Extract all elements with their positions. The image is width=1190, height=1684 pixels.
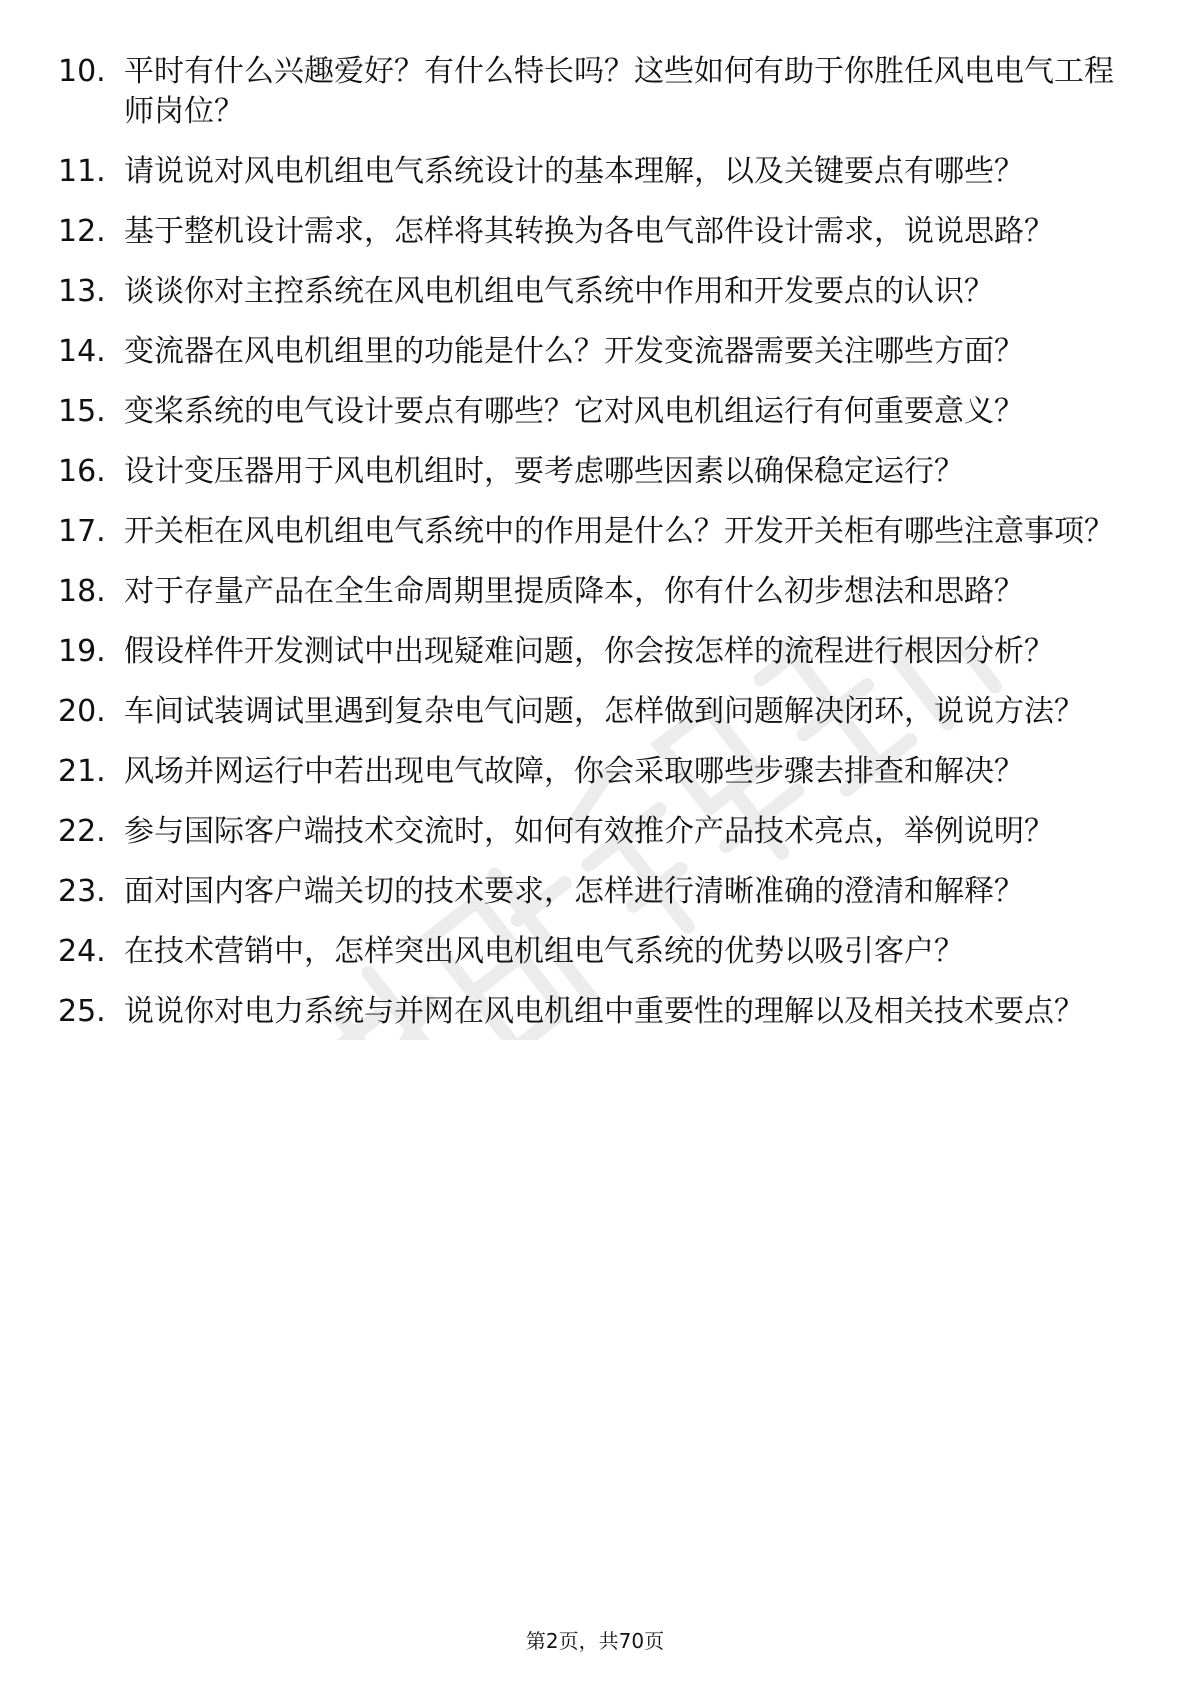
question-item	[58, 512, 1118, 552]
question-text: 开关柜在风电机组电气系统中的作用是什么？开发开关柜有哪些注意事项？	[124, 514, 1114, 549]
question-item	[58, 392, 1118, 432]
question-number: 16.	[58, 454, 106, 489]
question-text: 请说说对风电机组电气系统设计的基本理解，以及关键要点有哪些？	[124, 154, 1024, 189]
question-text: 风场并网运行中若出现电气故障，你会采取哪些步骤去排查和解决？	[124, 754, 1024, 789]
question-text: 参与国际客户端技术交流时，如何有效推介产品技术亮点，举例说明？	[124, 814, 1054, 849]
question-number: 12.	[58, 214, 106, 249]
question-text: 设计变压器用于风电机组时，要考虑哪些因素以确保稳定运行？	[124, 454, 964, 489]
question-item	[58, 692, 1118, 732]
question-item	[58, 992, 1118, 1032]
question-text: 假设样件开发测试中出现疑难问题，你会按怎样的流程进行根因分析？	[124, 634, 1054, 669]
page-footer	[0, 1628, 1190, 1654]
question-number: 23.	[58, 874, 106, 909]
question-number: 14.	[58, 334, 106, 369]
question-number: 21.	[58, 754, 106, 789]
question-number: 19.	[58, 634, 106, 669]
question-text: 车间试装调试里遇到复杂电气问题，怎样做到问题解决闭环，说说方法？	[124, 694, 1084, 729]
question-list	[58, 52, 1118, 1052]
question-number: 18.	[58, 574, 106, 609]
question-number: 17.	[58, 514, 106, 549]
question-number: 24.	[58, 934, 106, 969]
question-number: 22.	[58, 814, 106, 849]
question-item	[58, 452, 1118, 492]
question-item	[58, 272, 1118, 312]
question-text: 变流器在风电机组里的功能是什么？开发变流器需要关注哪些方面？	[124, 334, 1024, 369]
question-number: 15.	[58, 394, 106, 429]
question-item	[58, 752, 1118, 792]
question-text: 面对国内客户端关切的技术要求，怎样进行清晰准确的澄清和解释？	[124, 874, 1024, 909]
question-text: 说说你对电力系统与并网在风电机组中重要性的理解以及相关技术要点？	[124, 994, 1084, 1029]
question-text: 平时有什么兴趣爱好？有什么特长吗？这些如何有助于你胜任风电电气工程师岗位？	[124, 54, 1114, 129]
question-number: 20.	[58, 694, 106, 729]
question-item	[58, 332, 1118, 372]
question-item	[58, 632, 1118, 672]
question-item	[58, 52, 1118, 132]
question-number: 13.	[58, 274, 106, 309]
question-number: 11.	[58, 154, 106, 189]
question-text: 谈谈你对主控系统在风电机组电气系统中作用和开发要点的认识？	[124, 274, 994, 309]
question-item	[58, 152, 1118, 192]
question-text: 对于存量产品在全生命周期里提质降本，你有什么初步想法和思路？	[124, 574, 1024, 609]
question-text: 在技术营销中，怎样突出风电机组电气系统的优势以吸引客户？	[124, 934, 964, 969]
page-number-label: 第2页，共70页	[525, 1629, 665, 1653]
question-item	[58, 212, 1118, 252]
question-item	[58, 932, 1118, 972]
question-item	[58, 812, 1118, 852]
question-text: 变桨系统的电气设计要点有哪些？它对风电机组运行有何重要意义？	[124, 394, 1024, 429]
question-number: 25.	[58, 994, 106, 1029]
question-text: 基于整机设计需求，怎样将其转换为各电气部件设计需求，说说思路？	[124, 214, 1054, 249]
question-item	[58, 872, 1118, 912]
question-item	[58, 572, 1118, 612]
question-number: 10.	[58, 54, 106, 89]
